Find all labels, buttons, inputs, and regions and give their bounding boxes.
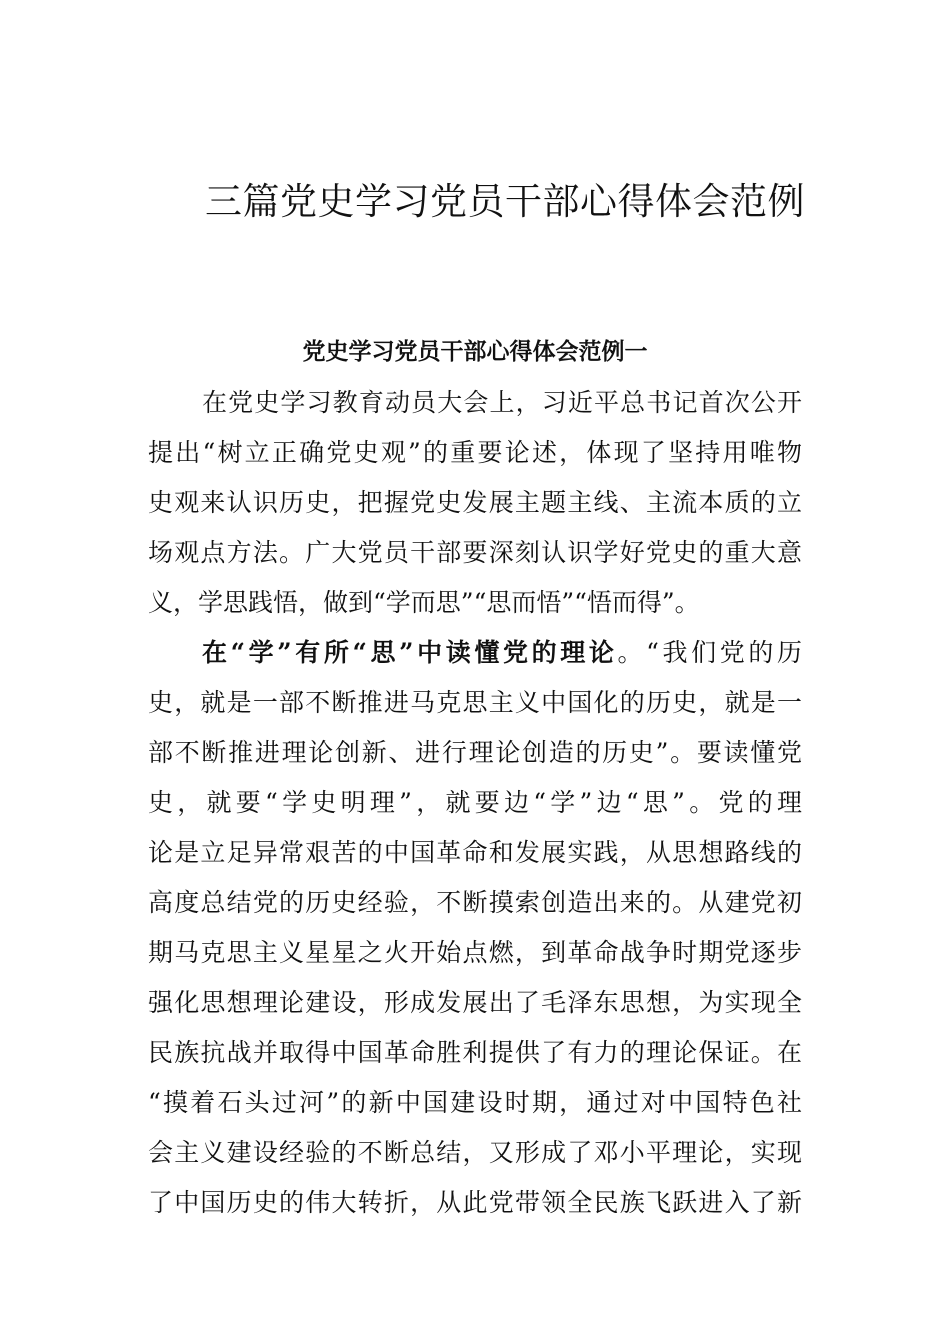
text-line: 民族抗战并取得中国革命胜利提供了有力的理论保证。在 bbox=[148, 1038, 802, 1067]
text-line: 高度总结党的历史经验，不断摸索创造出来的。从建党初 bbox=[148, 888, 802, 917]
paragraph-lead-rest: 。“我们党的历 bbox=[617, 638, 802, 667]
text-line: 场观点方法。广大党员干部要深刻认识学好党史的重大意 bbox=[148, 538, 802, 567]
text-line-with-lead bbox=[148, 628, 802, 678]
text-line: 会主义建设经验的不断总结，又形成了邓小平理论，实现 bbox=[148, 1138, 802, 1167]
text-line: 部不断推进理论创新、进行理论创造的历史”。要读懂党 bbox=[148, 738, 802, 767]
paragraph-theory bbox=[148, 628, 802, 1228]
document-body bbox=[148, 378, 802, 1228]
text-line: 史，就要“学史明理”，就要边“学”边“思”。党的理 bbox=[148, 788, 802, 817]
text-line: 在党史学习教育动员大会上，习近平总书记首次公开 bbox=[202, 388, 802, 417]
text-line: 义，学思践悟，做到“学而思”“思而悟”“悟而得”。 bbox=[148, 588, 700, 617]
section-heading: 党史学习党员干部心得体会范例一 bbox=[302, 339, 648, 365]
paragraph-intro bbox=[148, 378, 802, 628]
document-title: 三篇党史学习党员干部心得体会范例 bbox=[205, 180, 805, 223]
text-line: 了中国历史的伟大转折，从此党带领全民族飞跃进入了新 bbox=[148, 1188, 802, 1217]
text-line: 史，就是一部不断推进马克思主义中国化的历史，就是一 bbox=[148, 688, 802, 717]
text-line: 论是立足异常艰苦的中国革命和发展实践，从思想路线的 bbox=[148, 838, 802, 867]
text-line: 期马克思主义星星之火开始点燃，到革命战争时期党逐步 bbox=[148, 938, 802, 967]
text-line: 史观来认识历史，把握党史发展主题主线、主流本质的立 bbox=[148, 488, 802, 517]
text-line: 强化思想理论建设，形成发展出了毛泽东思想，为实现全 bbox=[148, 988, 802, 1017]
text-line: “摸着石头过河”的新中国建设时期，通过对中国特色社 bbox=[148, 1088, 802, 1117]
paragraph-lead-bold: 在“学”有所“思”中读懂党的理论 bbox=[202, 638, 618, 667]
text-line: 提出“树立正确党史观”的重要论述，体现了坚持用唯物 bbox=[148, 438, 802, 467]
